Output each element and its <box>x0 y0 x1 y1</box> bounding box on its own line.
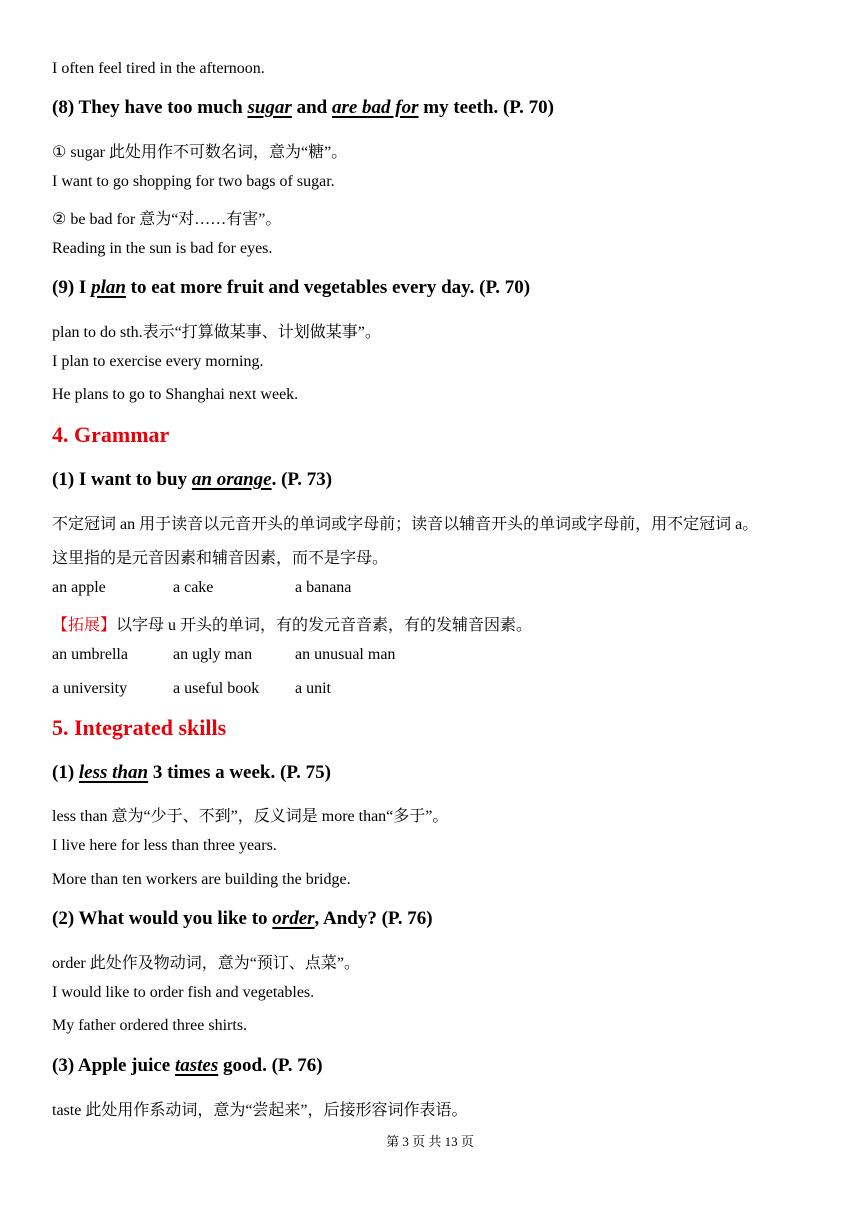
explanation-line: ② be bad for 意为“对……有害”。 <box>52 211 282 228</box>
section-heading: 5. Integrated skills <box>52 715 227 740</box>
heading-text: (1) I want to buy <box>52 469 192 490</box>
point-heading <box>52 277 530 299</box>
example-word: a university <box>52 680 128 697</box>
example-sentence: I want to go shopping for two bags of sugar. <box>52 173 335 190</box>
example-word: an ugly man <box>173 646 253 663</box>
extension-text: 以字母 u 开头的单词，有的发元音音素，有的发辅音因素。 <box>116 617 533 634</box>
keyword: are bad for <box>331 97 419 118</box>
heading-text: and <box>291 97 332 118</box>
example-sentence: I plan to exercise every morning. <box>52 353 264 370</box>
heading-text: 3 times a week. (P. 75) <box>148 762 332 783</box>
example-word: a unit <box>295 680 331 697</box>
example-sentence: My father ordered three shirts. <box>52 1017 248 1034</box>
section-heading: 4. Grammar <box>52 422 170 447</box>
example-word: an umbrella <box>52 646 128 663</box>
point-heading <box>52 1055 323 1077</box>
point-heading <box>52 97 554 119</box>
heading-text: . (P. 73) <box>271 469 333 490</box>
heading-text: , Andy? (P. 76) <box>314 908 433 929</box>
example-sentence: More than ten workers are building the bridge. <box>52 871 351 888</box>
heading-text: (9) I <box>52 277 92 298</box>
explanation-line: order 此处作及物动词，意为“预订、点菜”。 <box>52 955 360 972</box>
point-heading <box>52 469 332 491</box>
example-word: a banana <box>295 579 352 596</box>
example-word: a useful book <box>173 680 260 697</box>
heading-text: my teeth. (P. 70) <box>418 97 554 118</box>
extension-tag: 【拓展】 <box>52 617 117 634</box>
heading-text: (8) They have too much <box>52 97 248 118</box>
extension-note <box>52 612 532 635</box>
text-line: I often feel tired in the afternoon. <box>52 60 265 77</box>
point-heading <box>52 762 331 784</box>
example-word: a cake <box>173 579 214 596</box>
keyword: less than <box>78 762 149 783</box>
heading-text: good. (P. 76) <box>218 1055 323 1076</box>
explanation-line: less than 意为“少于、不到”，反义词是 more than“多于”。 <box>52 808 449 825</box>
keyword: sugar <box>247 97 292 118</box>
example-sentence: Reading in the sun is bad for eyes. <box>52 240 273 257</box>
example-sentence: I would like to order fish and vegetables. <box>52 984 315 1001</box>
heading-text: (2) What would you like to <box>52 908 273 929</box>
keyword: an orange <box>191 469 272 490</box>
point-heading <box>52 908 433 930</box>
example-sentence: I live here for less than three years. <box>52 837 277 854</box>
example-sentence: He plans to go to Shanghai next week. <box>52 386 299 403</box>
heading-text: (1) <box>52 762 79 783</box>
keyword: tastes <box>174 1055 219 1076</box>
heading-text: (3) Apple juice <box>52 1055 175 1076</box>
heading-text: to eat more fruit and vegetables every day. (P. 70) <box>125 277 531 298</box>
page-footer: 第 3 页 共 13 页 <box>386 1134 474 1149</box>
example-word: an unusual man <box>295 646 396 663</box>
example-word: an apple <box>52 579 106 596</box>
explanation-line: taste 此处用作系动词，意为“尝起来”，后接形容词作表语。 <box>52 1102 468 1119</box>
keyword: plan <box>91 277 126 298</box>
explanation-line: plan to do sth.表示“打算做某事、计划做某事”。 <box>52 324 381 341</box>
explanation-line: 这里指的是元音因素和辅音因素，而不是字母。 <box>52 550 389 567</box>
explanation-line: 不定冠词 an 用于读音以元音开头的单词或字母前；读音以辅音开头的单词或字母前，用不定冠词 a。 <box>52 516 759 533</box>
explanation-line: ① sugar 此处用作不可数名词，意为“糖”。 <box>52 144 348 161</box>
keyword: order <box>272 908 315 929</box>
